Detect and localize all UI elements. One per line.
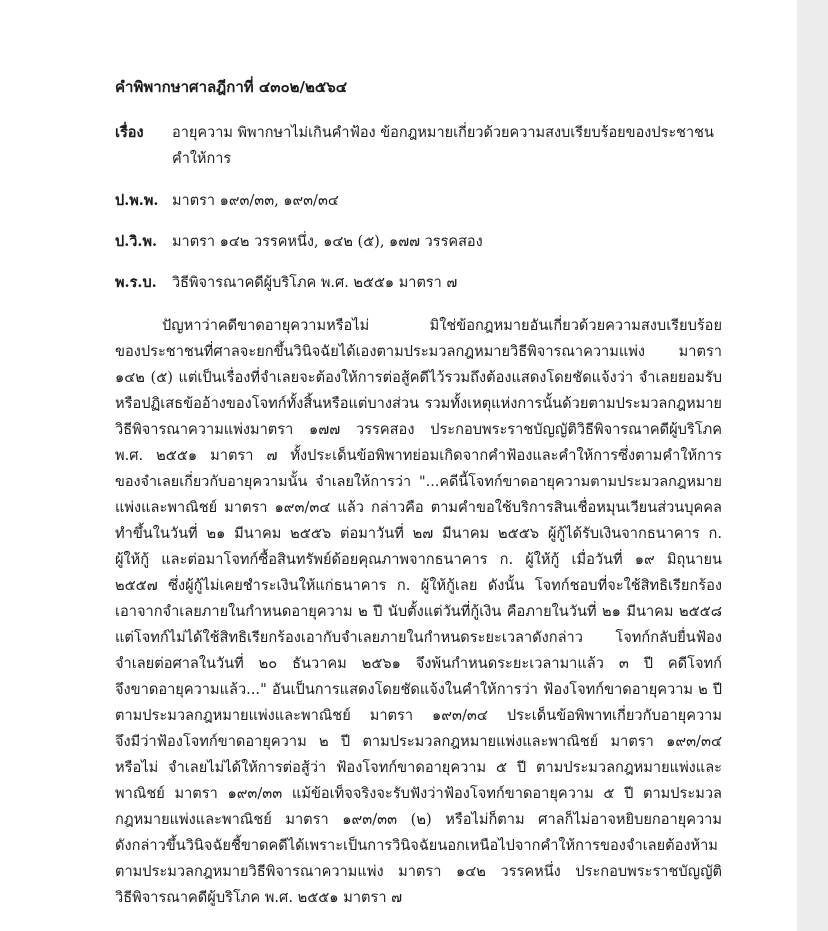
body-line: พ.ศ. ๒๕๕๑ มาตรา ๗ ทั้งประเด็นข้อพิพาทย่อมเกิดจากคำฟ้องและคำให้การซึ่งตามคำให้การ — [115, 447, 722, 464]
body-line: ทำขึ้นในวันที่ ๒๑ มีนาคม ๒๕๕๖ ต่อมาวันที่ ๒๗ มีนาคม ๒๕๕๖ ผู้กู้ได้รับเงินจากธนาคาร ก. — [115, 525, 722, 542]
body-line: พาณิชย์ มาตรา ๑๙๓/๓๓ แม้ข้อเท็จจริงจะรับฟังว่าฟ้องโจทก์ขาดอายุความ ๕ ปี ตามประมวล — [115, 785, 722, 802]
body-line: ของประชาชนที่ศาลจะยกขึ้นวินิจฉัยได้เองตามประมวลกฎหมายวิธีพิจารณาความแพ่ง มาตรา — [115, 343, 722, 360]
subject-row — [115, 121, 714, 167]
reference-act — [115, 271, 458, 294]
body-line: วิธีพิจารณาคดีผู้บริโภค พ.ศ. ๒๕๕๑ มาตรา ๗ — [115, 889, 403, 906]
body-line: ดังกล่าวขึ้นวินิจฉัยชี้ขาดคดีได้เพราะเป็นการวินิจฉัยนอกเหนือไปจากคำให้การของจำเลยต้องห้าม — [115, 837, 718, 854]
reference-label: ป.พ.พ. — [115, 192, 159, 209]
body-line: ของจำเลยเกี่ยวกับอายุความนั้น จำเลยให้การว่า "...คดีนี้โจทก์ขาดอายุความตามประมวลกฎหมาย — [115, 474, 722, 490]
body-line: จึงขาดอายุความแล้ว..." อันเป็นการแสดงโดยชัดแจ้งในคำให้การว่า ฟ้องโจทก์ขาดอายุความ ๒ ปี — [115, 681, 722, 698]
body-line: ตามประมวลกฎหมายแพ่งและพาณิชย์ มาตรา ๑๙๓/๓๔ ประเด็นข้อพิพาทเกี่ยวกับอายุความ — [115, 707, 722, 724]
body-line: หรือปฏิเสธข้ออ้างของโจทก์ทั้งสิ้นหรือแต่บางส่วน รวมทั้งเหตุแห่งการนั้นด้วยตามประมวลกฎหมาย — [115, 395, 722, 412]
reference-civil-procedure — [115, 230, 483, 253]
body-line: ปัญหาว่าคดีขาดอายุความหรือไม่ มิใช่ข้อกฎหมายอันเกี่ยวด้วยความสงบเรียบร้อย — [162, 317, 722, 334]
body-line: หรือไม่ จำเลยไม่ได้ให้การต่อสู้ว่า ฟ้องโจทก์ขาดอายุความ ๕ ปี ตามประมวลกฎหมายแพ่งและ — [115, 759, 722, 776]
body-line: ตามประมวลกฎหมายวิธีพิจารณาความแพ่ง มาตรา ๑๔๒ วรรคหนึ่ง ประกอบพระราชบัญญัติ — [115, 863, 722, 880]
body-line: จึงมีว่าฟ้องโจทก์ขาดอายุความ ๒ ปี ตามประมวลกฎหมายแพ่งและพาณิชย์ มาตรา ๑๙๓/๓๔ — [115, 733, 722, 750]
reference-civil-code — [115, 189, 339, 212]
subject-label: เรื่อง — [115, 124, 144, 141]
body-line: ๑๔๒ (๕) แต่เป็นเรื่องที่จำเลยจะต้องให้การต่อสู้คดีไว้รวมถึงต้องแสดงโดยชัดแจ้งว่า จำเลยยอมรับ — [115, 369, 722, 386]
reference-value: มาตรา ๑๔๒ วรรคหนึ่ง, ๑๔๒ (๕), ๑๗๗ วรรคสอง — [172, 234, 483, 250]
subject-line-1: อายุความ พิพากษาไม่เกินคำฟ้อง ข้อกฎหมายเกี่ยวด้วยความสงบเรียบร้อยของประชาชน — [172, 125, 714, 141]
body-line: แต่โจทก์ไม่ได้ใช้สิทธิเรียกร้องเอากับจำเลยภายในกำหนดระยะเวลาดังกล่าว โจทก์กลับยื่นฟ้อง — [115, 629, 722, 646]
viewer-background — [797, 0, 828, 931]
body-line: ๒๕๕๗ ซึ่งผู้กู้ไม่เคยชำระเงินให้แก่ธนาคาร ก. ผู้ให้กู้เลย ดังนั้น โจทก์ชอบที่จะใช้สิทธิเรียกร้อง — [115, 577, 722, 594]
subject-line-2: คำให้การ — [172, 151, 232, 167]
reference-label: ป.วิ.พ. — [115, 233, 158, 250]
reference-value: มาตรา ๑๙๓/๓๓, ๑๙๓/๓๔ — [172, 193, 339, 209]
reference-label: พ.ร.บ. — [115, 274, 157, 291]
body-line: แพ่งและพาณิชย์ มาตรา ๑๙๓/๓๔ แล้ว กล่าวคือ ตามคำขอใช้บริการสินเชื่อหมุนเวียนส่วนบุคคล — [115, 499, 722, 516]
document-title: คำพิพากษาศาลฎีกาที่ ๔๓๐๒/๒๕๖๔ — [115, 78, 348, 96]
reference-value: วิธีพิจารณาคดีผู้บริโภค พ.ศ. ๒๕๕๑ มาตรา ๗ — [172, 275, 458, 291]
body-line: ผู้ให้กู้ และต่อมาโจทก์ซื้อสินทรัพย์ด้อยคุณภาพจากธนาคาร ก. ผู้ให้กู้ เมื่อวันที่ ๑๙ มิถุนายน — [115, 551, 722, 568]
body-line: เอาจากจำเลยภายในกำหนดอายุความ ๒ ปี นับตั้งแต่วันที่กู้เงิน คือภายในวันที่ ๒๑ มีนาคม ๒๕๕๘ — [115, 603, 722, 620]
body-line: วิธีพิจารณาความแพ่งมาตรา ๑๗๗ วรรคสอง ประกอบพระราชบัญญัติวิธีพิจารณาคดีผู้บริโภค — [115, 421, 722, 438]
body-line: จำเลยต่อศาลในวันที่ ๒๐ ธันวาคม ๒๕๖๑ จึงพ้นกำหนดระยะเวลามาแล้ว ๓ ปี คดีโจทก์ — [115, 655, 722, 672]
body-line: กฎหมายแพ่งและพาณิชย์ มาตรา ๑๙๓/๓๓ (๒) หรือไม่ก็ตาม ศาลก็ไม่อาจหยิบยกอายุความ — [115, 811, 722, 828]
